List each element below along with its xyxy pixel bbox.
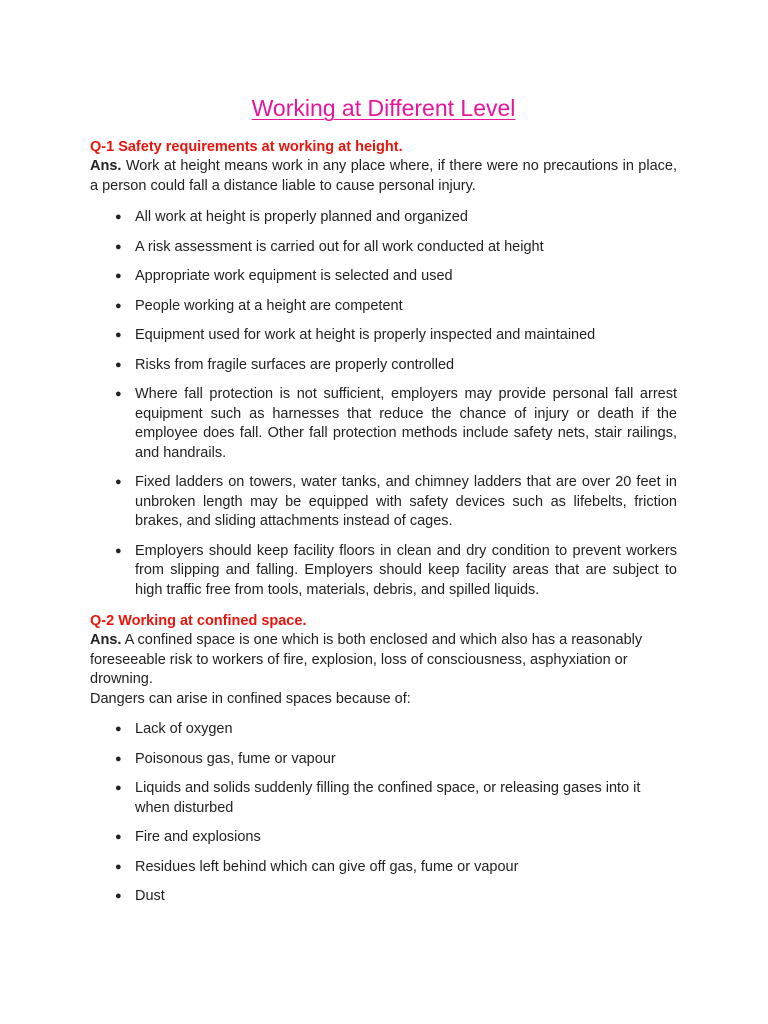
list-item: ● Risks from fragile surfaces are properly controlled xyxy=(90,356,677,376)
bullet-icon: ● xyxy=(115,752,122,765)
bullet-icon: ● xyxy=(115,782,122,794)
confined-space-dangers-list xyxy=(90,720,677,907)
list-item: ● Fixed ladders on towers, water tanks, and chimney ladders that are over 20 feet in unbroken length may be equipped with safety devices such as lifebelts, friction brakes, and sliding attachments instead of cages. xyxy=(115,474,677,529)
question-2-heading: Q-2 Working at confined space. xyxy=(90,613,307,629)
bullet-icon: ● xyxy=(115,329,122,341)
list-item: ● Liquids and solids suddenly filling the confined space, or releasing gases into it when disturbed xyxy=(115,780,641,816)
list-item: ● Equipment used for work at height is properly inspected and maintained xyxy=(90,326,677,346)
answer-2-paragraph xyxy=(90,631,677,690)
list-item: ● A risk assessment is carried out for all work conducted at height xyxy=(90,238,677,258)
answer-1-paragraph xyxy=(90,157,677,196)
list-item: ● Dust xyxy=(90,887,677,907)
dangers-intro-text: Dangers can arise in confined spaces because of: xyxy=(90,690,411,707)
list-item: ● Residues left behind which can give off gas, fume or vapour xyxy=(90,858,677,878)
list-item: ● Where fall protection is not sufficient, employers may provide personal fall arrest equipment such as harnesses that reduce the chance of injury or death if the employee does fall. Other fall protection methods include safety nets, stair railings, and handrails. xyxy=(115,386,677,461)
document-title: Working at Different Level xyxy=(251,95,516,121)
bullet-icon: ● xyxy=(115,831,122,843)
list-item: ● All work at height is properly planned and organized xyxy=(90,208,677,228)
bullet-icon: ● xyxy=(115,240,122,253)
bullet-icon: ● xyxy=(115,476,122,488)
list-item: ● Employers should keep facility floors in clean and dry condition to prevent workers from slipping and falling. Employers should keep facility areas that are subject to high traffic free from tools, materials, debris, and spilled liquids. xyxy=(115,542,677,598)
bullet-icon: ● xyxy=(115,860,122,873)
list-item: ● People working at a height are competent xyxy=(90,297,677,317)
bullet-icon: ● xyxy=(115,723,122,735)
list-item: ● Appropriate work equipment is selected and used xyxy=(90,267,677,287)
bullet-icon: ● xyxy=(115,270,122,282)
list-item: ● Poisonous gas, fume or vapour xyxy=(90,750,677,770)
bullet-icon: ● xyxy=(115,544,122,557)
bullet-icon: ● xyxy=(115,211,122,223)
bullet-icon: ● xyxy=(115,388,122,400)
list-item: ● Fire and explosions xyxy=(90,828,677,848)
answer-2-label: Ans. xyxy=(90,632,122,648)
answer-1-label: Ans. xyxy=(90,158,122,174)
bullet-icon: ● xyxy=(115,358,122,371)
list-item: ● Lack of oxygen xyxy=(90,720,677,740)
answer-1-text: Work at height means work in any place where, if there were no precautions in place, a person could fall a distance liable to cause personal injury. xyxy=(90,158,677,194)
bullet-icon: ● xyxy=(115,890,122,902)
bullet-icon: ● xyxy=(115,299,122,312)
question-1-heading: Q-1 Safety requirements at working at height. xyxy=(90,139,403,155)
answer-2-text: A confined space is one which is both enclosed and which also has a reasonably foreseeable risk to workers of fire, explosion, loss of consciousness, asphyxiation or drowning. xyxy=(90,632,643,687)
height-requirements-list xyxy=(90,208,677,600)
